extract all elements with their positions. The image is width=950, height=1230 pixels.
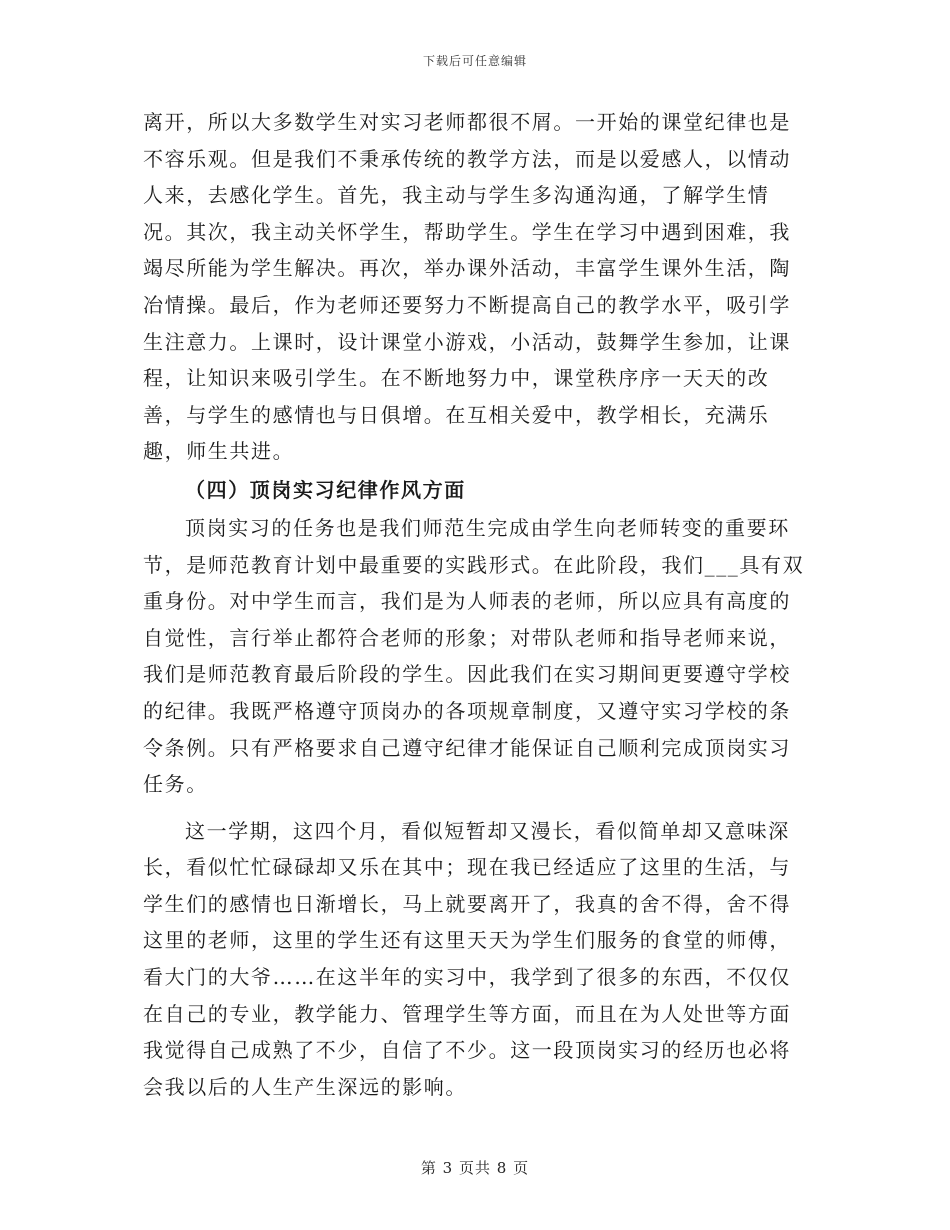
paragraph-conclusion: 这一学期，这四个月，看似短暂却又漫长，看似简单却又意味深长，看似忙忙碌碌却又乐在其中；现在我已经适应了这里的生活，与学生们的感情也日渐增长，马上就要离开了，我真的舍不得，舍不得这里的老师，这里的学生还有这里天天为学生们服务的食堂的师傅，看大门的大爷……在这半年的实习中，我学到了很多的东西，不仅仅在自己的专业，教学能力、管理学生等方面，而且在为人处世等方面我觉得自己成熟了不少，自信了不少。这一段顶岗实习的经历也必将会我以后的人生产生深远的影响。 (143, 818, 791, 1099)
paragraph-discipline: 顶岗实习的任务也是我们师范生完成由学生向老师转变的重要环节，是师范教育计划中最重要的实践形式。在此阶段，我们___具有双重身份。对中学生而言，我们是为人师表的老师，所以应具有高度的自觉性，言行举止都符合老师的形象；对带队老师和指导老师来说，我们是师范教育最后阶段的学生。因此我们在实习期间更要遵守学校的纪律。我既严格遵守顶岗办的各项规章制度，又遵守实习学校的条令条例。只有严格要求自己遵守纪律才能保证自己顺利完成顶岗实习任务。 (143, 515, 805, 797)
document-body (143, 104, 811, 1105)
page-header: 下载后可任意编辑 (422, 54, 527, 68)
page-footer: 第 3 页共 8 页 (420, 1159, 530, 1177)
paragraph-continuation: 离开，所以大多数学生对实习老师都很不屑。一开始的课堂纪律也是不容乐观。但是我们不秉承传统的教学方法，而是以爱感人，以情动人来，去感化学生。首先，我主动与学生多沟通沟通，了解学生情况。其次，我主动关怀学生，帮助学生。学生在学习中遇到困难，我竭尽所能为学生解决。再次，举办课外活动，丰富学生课外生活，陶冶情操。最后，作为老师还要努力不断提高自己的教学水平，吸引学生注意力。上课时，设计课堂小游戏，小活动，鼓舞学生参加，让课程，让知识来吸引学生。在不断地努力中，课堂秩序序一天天的改善，与学生的感情也与日俱增。在互相关爱中，教学相长，充满乐趣，师生共进。 (143, 110, 791, 464)
section-heading: （四）顶岗实习纪律作风方面 (185, 477, 466, 502)
